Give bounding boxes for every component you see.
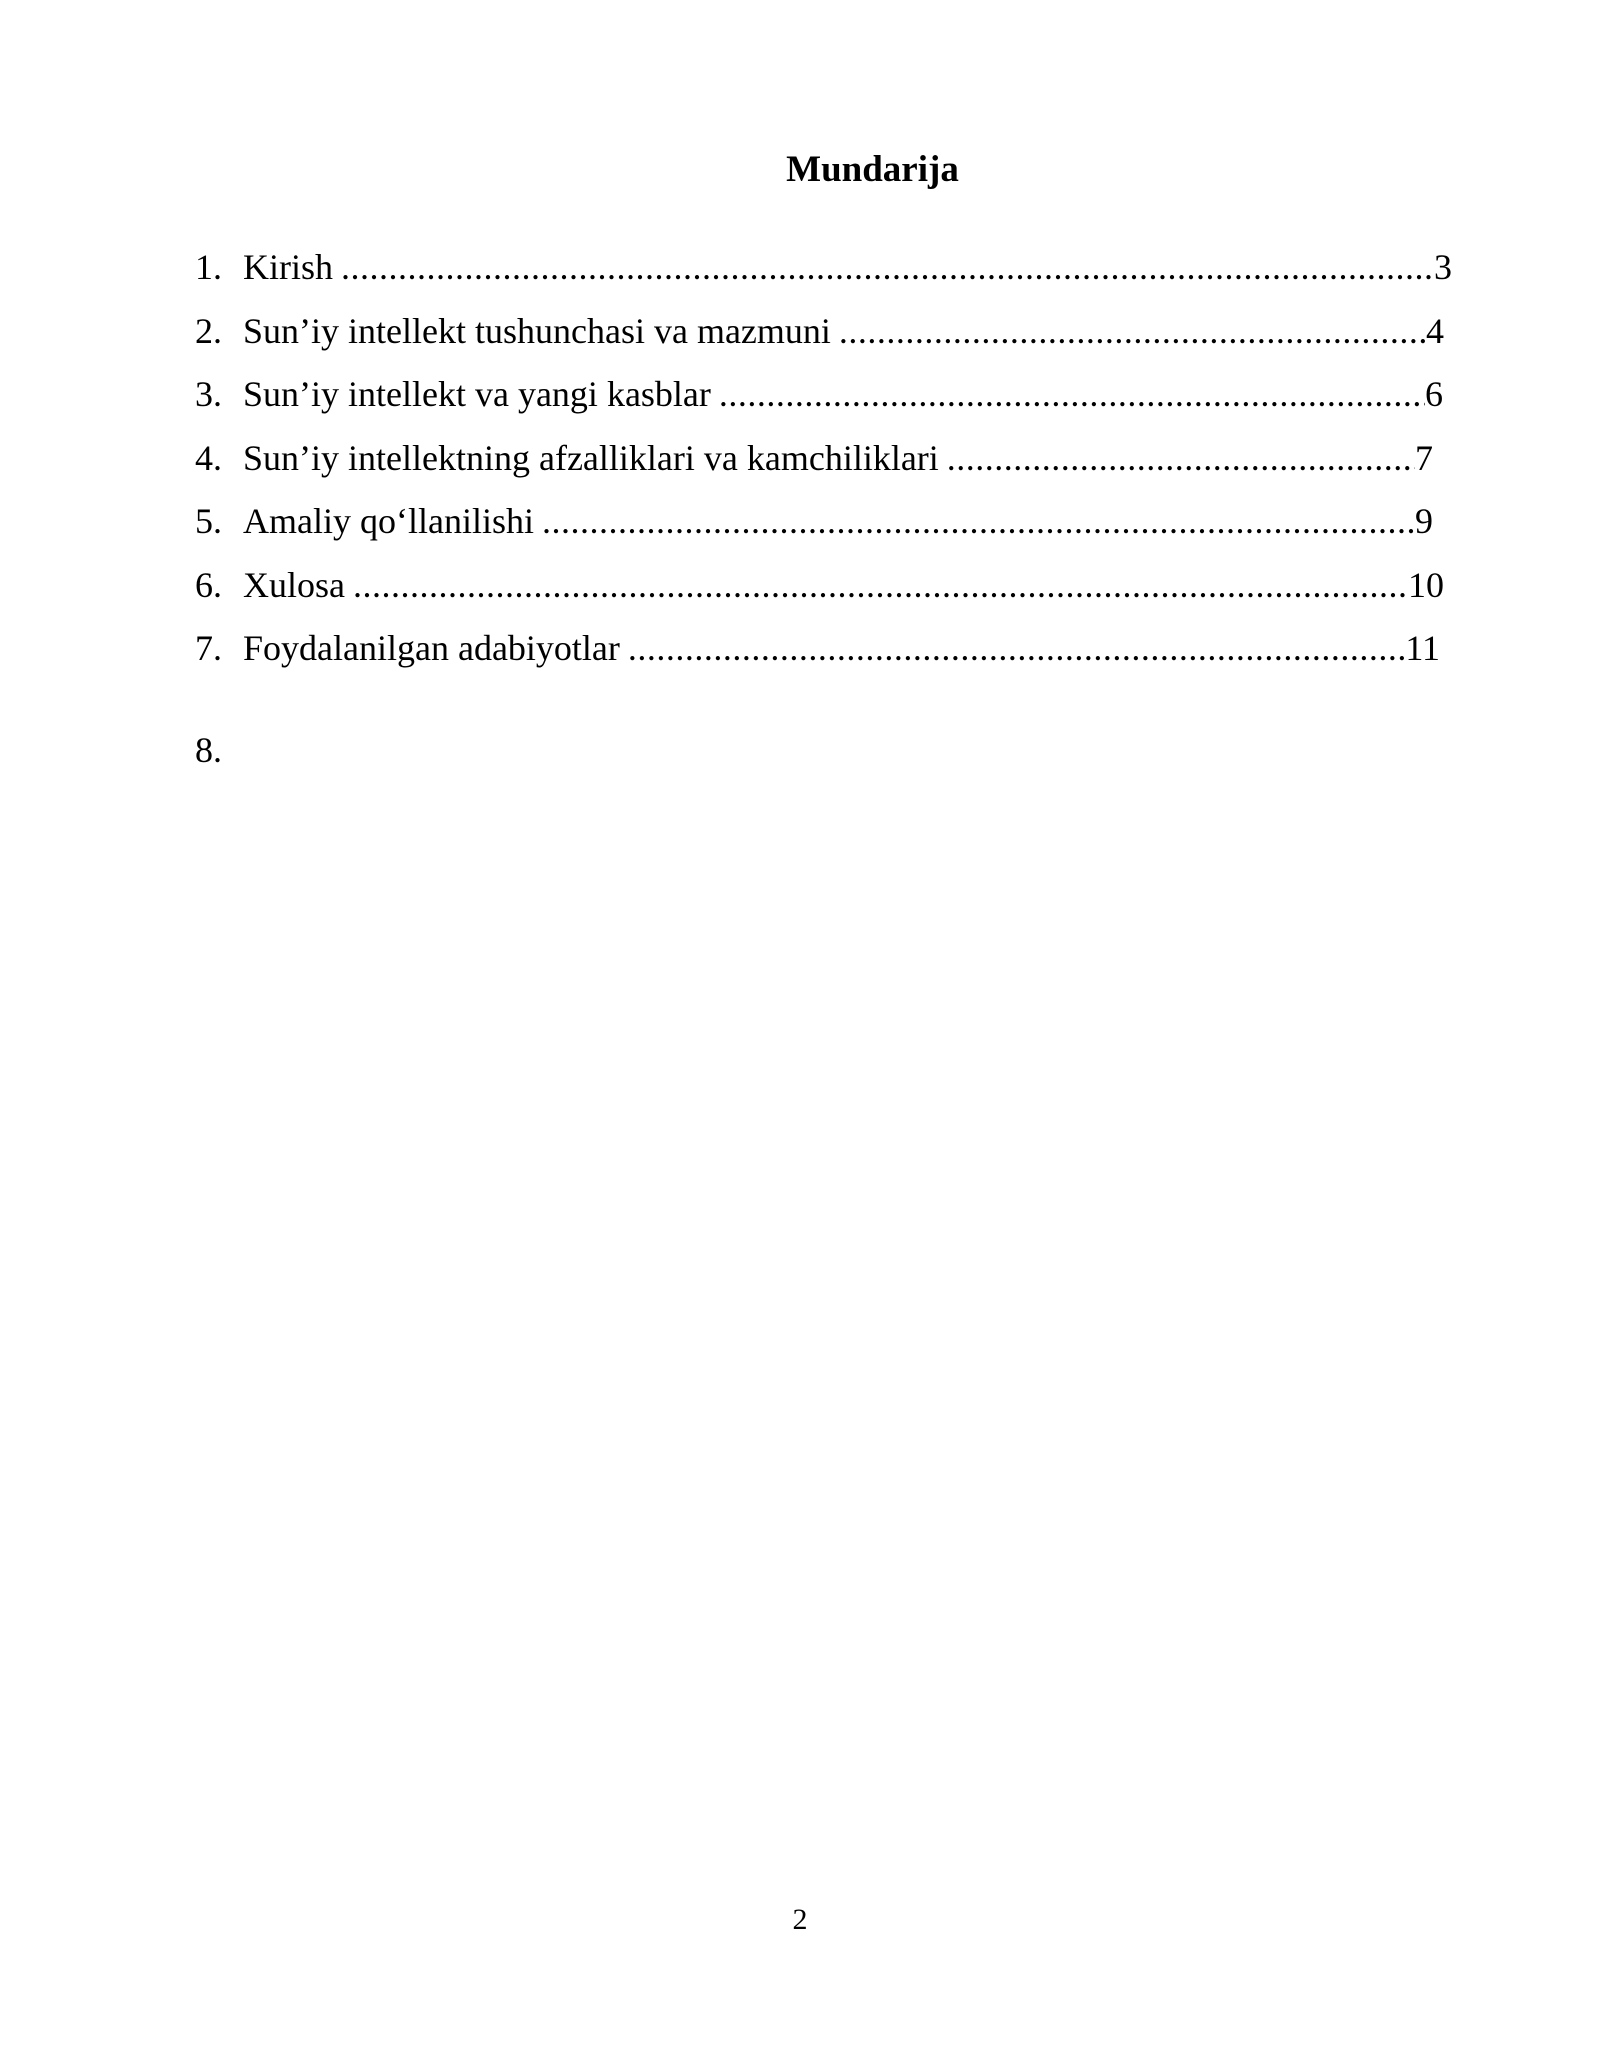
dot-leader [542, 497, 1415, 545]
toc-entry-7[interactable] [195, 624, 1455, 688]
toc-entry-label: Kirish [243, 247, 333, 287]
toc-entry-number: 4. [195, 437, 222, 478]
toc-entry-3[interactable] [195, 370, 1455, 434]
toc-entry-number: 3. [195, 374, 222, 414]
dot-leader [628, 624, 1405, 672]
toc-entry-number: 5. [195, 501, 222, 541]
toc-entry-number: 7. [195, 628, 222, 668]
toc-entry-page: 7 [1415, 437, 1433, 478]
toc-entry-label: Foydalanilgan adabiyotlar [243, 628, 620, 668]
dot-leader [947, 434, 1415, 482]
toc-entry-page: 9 [1415, 501, 1433, 541]
dot-leader [719, 370, 1425, 418]
toc-entry-number: 2. [195, 310, 222, 351]
dot-leader [353, 561, 1408, 609]
dot-leader [341, 243, 1434, 291]
toc-entry-page: 11 [1405, 628, 1440, 668]
trailing-list-number: 8. [195, 730, 222, 770]
dot-leader [839, 307, 1426, 355]
toc-entry-label: Amaliy qo‘llanilishi [243, 501, 534, 541]
toc-entry-label: Xulosa [243, 564, 345, 605]
toc-entry-page: 10 [1408, 564, 1444, 605]
toc-entry-page: 3 [1434, 247, 1452, 287]
toc-entry-1[interactable] [195, 243, 1452, 307]
page-number: 2 [792, 1903, 808, 1936]
toc-entry-label: Sun’iy intellektning afzalliklari va kamchiliklari [243, 437, 939, 478]
toc-entry-page: 6 [1425, 374, 1443, 414]
toc-entry-number: 6. [195, 564, 222, 605]
toc-entry-label: Sun’iy intellekt va yangi kasblar [243, 374, 711, 414]
toc-entry-6[interactable] [195, 561, 1455, 625]
table-of-contents [195, 243, 1455, 688]
document-title: Mundarija [786, 149, 959, 190]
toc-entry-page: 4 [1426, 310, 1444, 351]
toc-entry-5[interactable] [195, 497, 1455, 561]
toc-entry-4[interactable] [195, 434, 1455, 498]
toc-entry-2[interactable] [195, 307, 1455, 371]
toc-entry-number: 1. [195, 247, 222, 287]
toc-entry-label: Sun’iy intellekt tushunchasi va mazmuni [243, 310, 831, 351]
